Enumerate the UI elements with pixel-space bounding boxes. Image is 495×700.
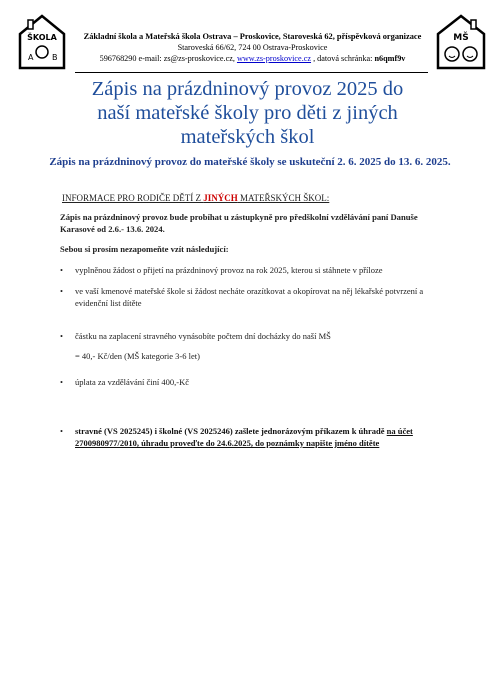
info-heading-prefix: INFORMACE PRO RODIČE DĚTÍ Z	[62, 193, 204, 203]
bullet-icon: •	[60, 331, 63, 341]
page-title	[40, 77, 455, 149]
school-logo-text: ŠKOLA	[27, 33, 57, 42]
bullet-icon: •	[60, 265, 63, 275]
bullet-icon: •	[60, 426, 63, 436]
kindergarten-logo-icon	[433, 14, 489, 70]
bullet-icon: •	[60, 377, 63, 387]
school-address: Staroveská 66/62, 724 00 Ostrava-Proskovice	[177, 43, 328, 52]
info-heading-highlight: JINÝCH	[203, 193, 238, 203]
databox-id: n6qmf9v	[374, 54, 406, 63]
website-link[interactable]: www.zs-proskovice.cz	[236, 54, 312, 63]
school-name: Základní škola a Mateřská škola Ostrava – Proskovice, Staroveská 62, příspěvková organizace	[83, 32, 422, 41]
svg-text:B: B	[52, 53, 58, 62]
list-item-text: ve vaší kmenové mateřské škole si žádost necháte orazítkovat a okopírovat na něj lékařské potvrzení a evidenční list dítěte	[75, 286, 424, 308]
list-item-text: úplata za vzdělávání činí 400,-Kč	[75, 377, 189, 387]
header-divider	[75, 72, 428, 73]
payment-text: stravné (VS 2025245) i školné (VS 2025246) zašlete jednorázovým příkazem k úhradě	[75, 426, 387, 436]
meal-price-note: = 40,- Kč/den (MŠ kategorie 3-6 let)	[75, 351, 200, 361]
bullet-icon: •	[60, 286, 63, 296]
school-logo-icon	[14, 14, 70, 70]
list-item-text: částku na zaplacení stravného vynásobíte počtem dní docházky do naší MŠ	[75, 331, 331, 341]
enrollment-paragraph: Zápis na prázdninový provoz bude probíhat u zástupkyně pro předškolní vzdělávání paní Danuše Karasové od 2.6.- 13.6. 2024.	[60, 212, 418, 234]
bring-items-heading: Sebou si prosím nezapomeňte vzít následující:	[60, 244, 229, 254]
payment-instructions	[75, 425, 445, 449]
contact-databox-label: , datová schránka:	[311, 54, 375, 63]
info-heading	[62, 193, 329, 203]
list-item-text: vyplněnou žádost o přijetí na prázdninový provoz na rok 2025, kterou si stáhnete v příloze	[75, 265, 383, 275]
info-heading-suffix: MATEŘSKÝCH ŠKOL:	[237, 193, 330, 203]
title-line-1: Zápis na prázdninový provoz 2025 do	[91, 78, 404, 100]
title-line-3: mateřských škol	[180, 126, 315, 148]
school-header	[75, 31, 430, 64]
svg-text:A: A	[28, 53, 34, 62]
title-line-2: naší mateřské školy pro děti z jiných	[97, 102, 398, 124]
kindergarten-logo-text: MŠ	[453, 33, 469, 43]
school-contacts	[75, 53, 430, 64]
contact-phone-email: 596768290 e-mail: zs@zs-proskovice.cz,	[99, 54, 237, 63]
enrollment-dates: Zápis na prázdninový provoz do mateřské školy se uskuteční 2. 6. 2025 do 13. 6. 2025.	[49, 156, 451, 168]
payment-account-text: na účet 2700980977/2010, úhradu proveďte do 24.6.2025, do poznámky napište jméno dítěte	[75, 426, 413, 448]
